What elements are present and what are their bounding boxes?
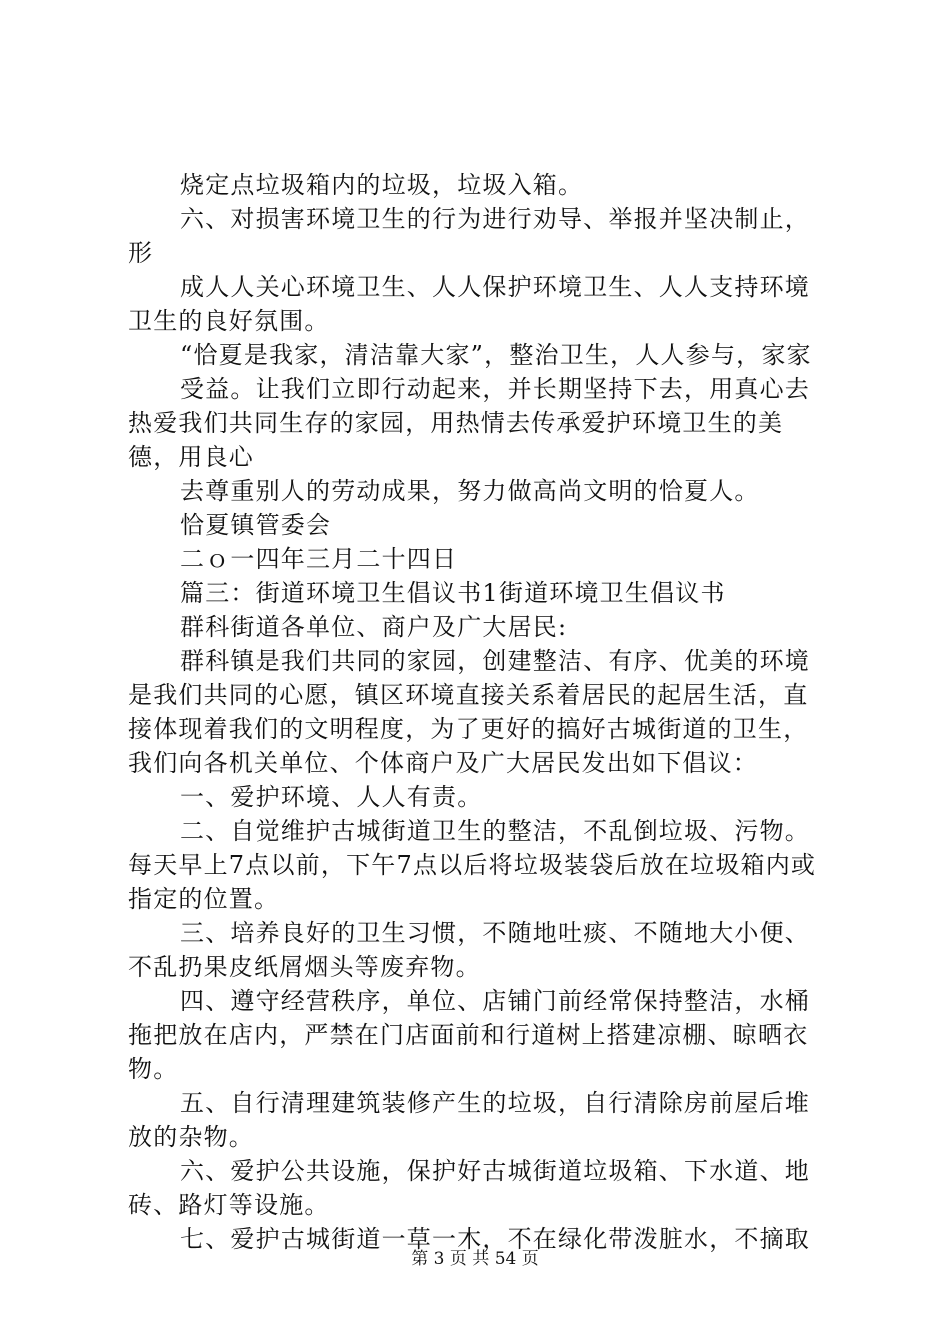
section-heading: 篇三：街道环境卫生倡议书1街道环境卫生倡议书 [180,579,726,607]
salutation: 群科街道各单位、商户及广大居民: [180,613,568,641]
paragraph: 烧定点垃圾箱内的垃圾，垃圾入箱。 [180,171,584,199]
paragraph: 受益。让我们立即行动起来，并长期坚持下去，用真心去热爱我们共同生存的家园，用热情去传承爱护环境卫生的美德，用良心 [128,375,810,471]
page-number-label: 第 3 页 共 54 页 [411,1249,539,1269]
list-item: 一、爱护环境、人人有责。 [180,783,483,811]
list-item: 七、爱护古城街道一草一木，不在绿化带泼脏水，不摘取 [180,1225,810,1253]
paragraph: 群科镇是我们共同的家园，创建整洁、有序、优美的环境是我们共同的心愿，镇区环境直接关系着居民的起居生活，直接体现着我们的文明程度，为了更好的搞好古城街道的卫生，我们向各机关单位、个体商户及广大居民发出如下倡议： [128,647,810,777]
paragraph: 成人人关心环境卫生、人人保护环境卫生、人人支持环境卫生的良好氛围。 [128,273,810,335]
list-item: 二、自觉维护古城街道卫生的整洁，不乱倒垃圾、污物。每天早上7点以前，下午7点以后将垃圾装袋后放在垃圾箱内或指定的位置。 [128,817,817,913]
paragraph: 六、对损害环境卫生的行为进行劝导、举报并坚决制止，形 [128,205,810,267]
list-item: 五、自行清理建筑装修产生的垃圾，自行清除房前屋后堆放的杂物。 [128,1089,810,1151]
list-item: 四、遵守经营秩序，单位、店铺门前经常保持整洁，水桶拖把放在店内，严禁在门店面前和行道树上搭建凉棚、晾晒衣物。 [128,987,810,1083]
signature-organization: 恰夏镇管委会 [180,511,332,539]
paragraph: “恰夏是我家，清洁靠大家”，整治卫生，人人参与，家家 [180,341,812,369]
paragraph: 去尊重别人的劳动成果，努力做高尚文明的恰夏人。 [180,477,760,505]
signature-date: 二ｏ一四年三月二十四日 [180,545,458,573]
document-body [128,168,833,1256]
list-item: 六、爱护公共设施，保护好古城街道垃圾箱、下水道、地砖、路灯等设施。 [128,1157,810,1219]
page-footer [0,1244,950,1269]
list-item: 三、培养良好的卫生习惯，不随地吐痰、不随地大小便、不乱扔果皮纸屑烟头等废弃物。 [128,919,810,981]
